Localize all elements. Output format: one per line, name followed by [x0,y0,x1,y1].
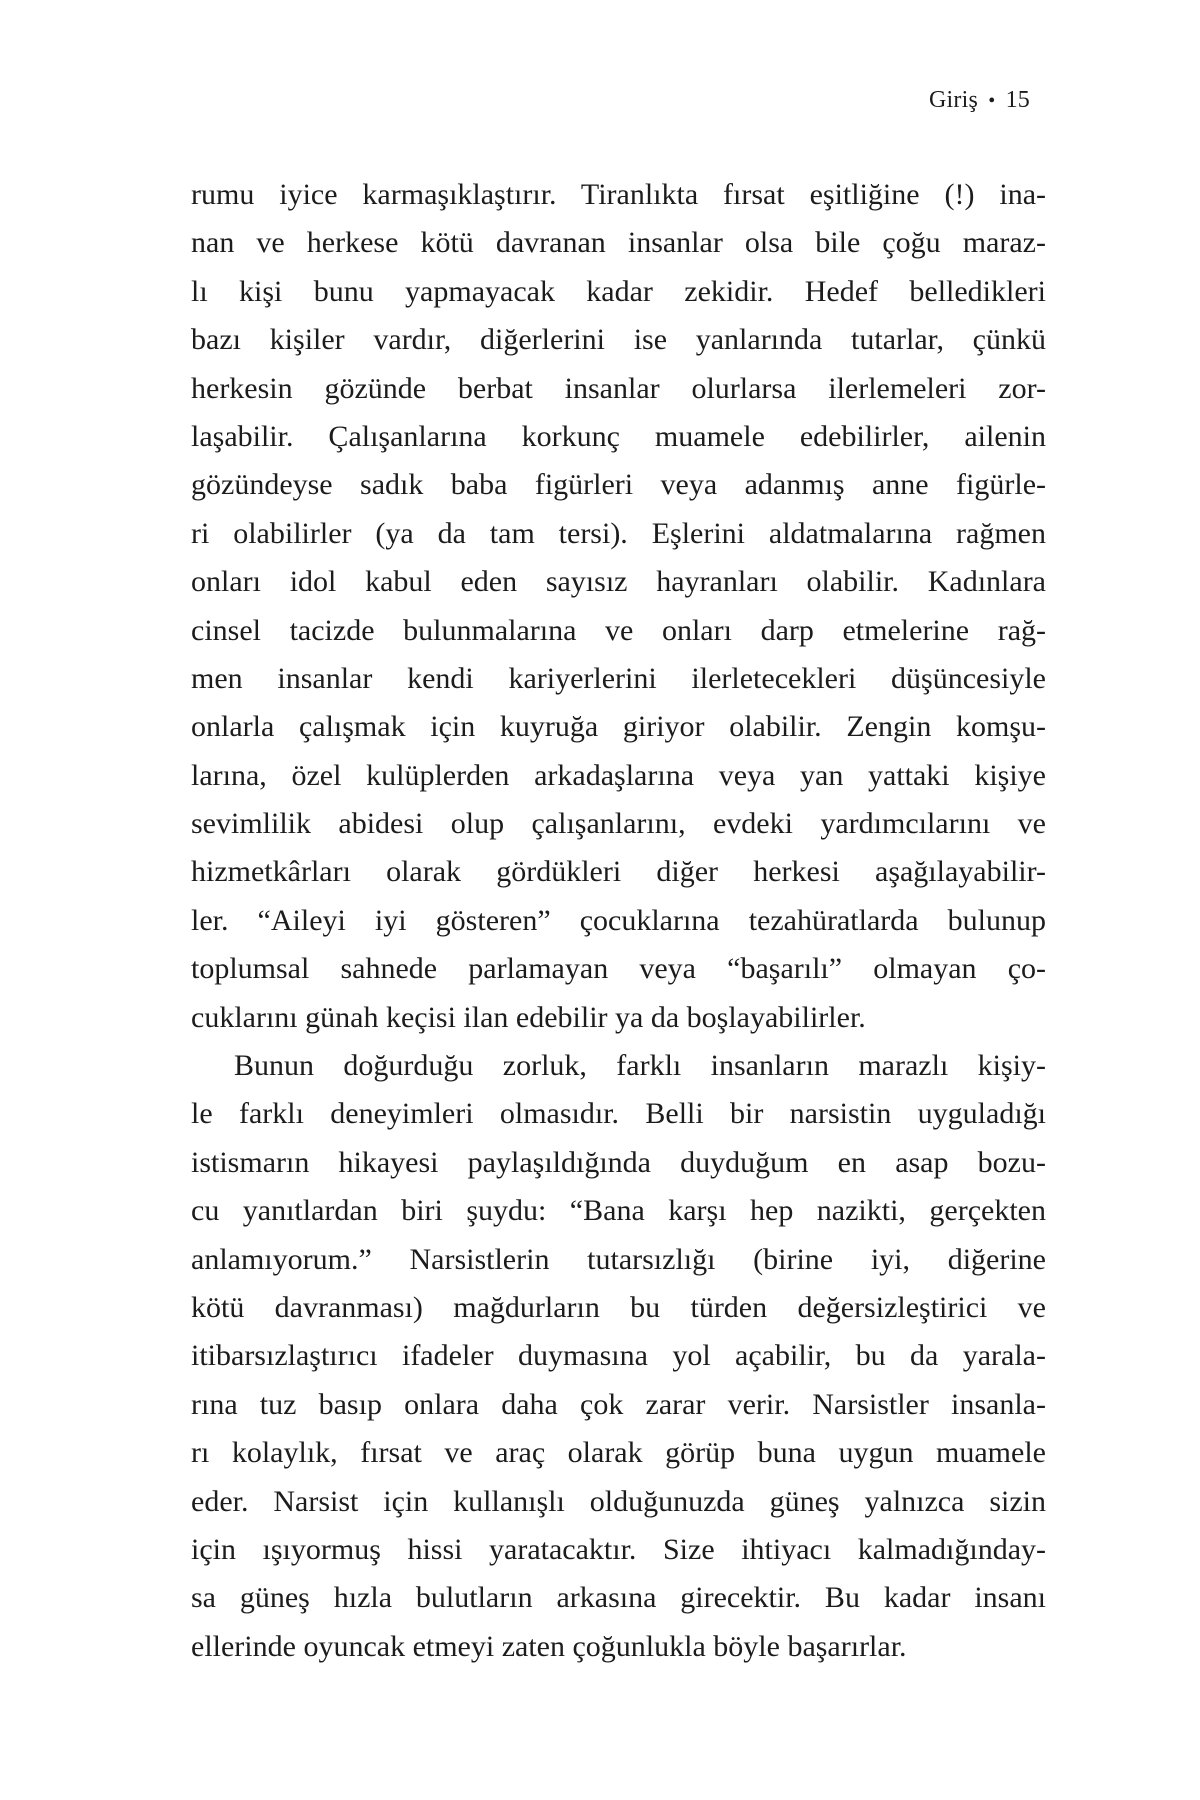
text-line: ler. “Aileyi iyi gösteren” çocuklarına tezahüratlarda bulunup [191,903,1046,937]
text-line: anlamıyorum.” Narsistlerin tutarsızlığı (birine iyi, diğerine [191,1242,1046,1276]
text-line: onları idol kabul eden sayısız hayranları olabilir. Kadınlara [191,565,1046,599]
text-line: eder. Narsist için kullanışlı olduğunuzda güneş yalnızca sizin [191,1484,1046,1518]
text-line: ellerinde oyuncak etmeyi zaten çoğunlukla böyle başarırlar. [191,1629,907,1663]
text-line: itibarsızlaştırıcı ifadeler duymasına yol açabilir, bu da yarala- [191,1339,1046,1373]
page-number: 15 [1005,87,1030,113]
text-line: bazı kişiler vardır, diğerlerini ise yanlarında tutarlar, çünkü [191,323,1046,357]
text-line: le farklı deneyimleri olmasıdır. Belli bir narsistin uyguladığı [191,1097,1046,1131]
text-line: kötü davranması) mağdurların bu türden değersizleştirici ve [191,1290,1046,1324]
text-line: için ışıyormuş hissi yaratacaktır. Size ihtiyacı kalmadığınday- [191,1532,1046,1566]
text-line: Bunun doğurduğu zorluk, farklı insanların marazlı kişiy- [234,1049,1046,1083]
text-line: laşabilir. Çalışanlarına korkunç muamele edebilirler, ailenin [191,419,1046,453]
text-line: nan ve herkese kötü davranan insanlar olsa bile çoğu maraz- [191,226,1046,260]
text-line: sevimlilik abidesi olup çalışanlarını, evdeki yardımcılarını ve [191,807,1046,841]
text-line: ri olabilirler (ya da tam tersi). Eşlerini aldatmalarına rağmen [191,516,1046,550]
text-line: herkesin gözünde berbat insanlar olurlarsa ilerlemeleri zor- [191,371,1046,405]
text-line: istismarın hikayesi paylaşıldığında duyduğum en asap bozu- [191,1145,1046,1179]
text-line: rı kolaylık, fırsat ve araç olarak görüp buna uygun muamele [191,1436,1046,1470]
text-line: men insanlar kendi kariyerlerini ilerletecekleri düşüncesiyle [191,661,1046,695]
text-line: cinsel tacizde bulunmalarına ve onları darp etmelerine rağ- [191,613,1046,647]
text-line: larına, özel kulüplerden arkadaşlarına veya yan yattaki kişiye [191,758,1046,792]
text-line: toplumsal sahnede parlamayan veya “başarılı” olmayan ço- [191,952,1046,986]
running-header [929,85,1030,116]
text-line: cu yanıtlardan biri şuydu: “Bana karşı hep nazikti, gerçekten [191,1194,1046,1228]
text-line: gözündeyse sadık baba figürleri veya adanmış anne figürle- [191,468,1046,502]
section-title: Giriş [928,87,978,113]
text-line: rumu iyice karmaşıklaştırır. Tiranlıkta fırsat eşitliğine (!) ina- [191,178,1046,211]
text-line: lı kişi bunu yapmayacak kadar zekidir. Hedef belledikleri [191,274,1046,308]
text-line: hizmetkârları olarak gördükleri diğer herkesi aşağılayabilir- [191,855,1046,889]
body-text [191,171,1046,1671]
text-line: onlarla çalışmak için kuyruğa giriyor olabilir. Zengin komşu- [191,710,1046,744]
header-separator: • [988,90,996,112]
text-line: rına tuz basıp onlara daha çok zarar verir. Narsistler insanla- [191,1387,1046,1421]
text-line: sa güneş hızla bulutların arkasına girecektir. Bu kadar insanı [191,1581,1046,1615]
text-line: cuklarını günah keçisi ilan edebilir ya da boşlayabilirler. [191,1000,866,1034]
